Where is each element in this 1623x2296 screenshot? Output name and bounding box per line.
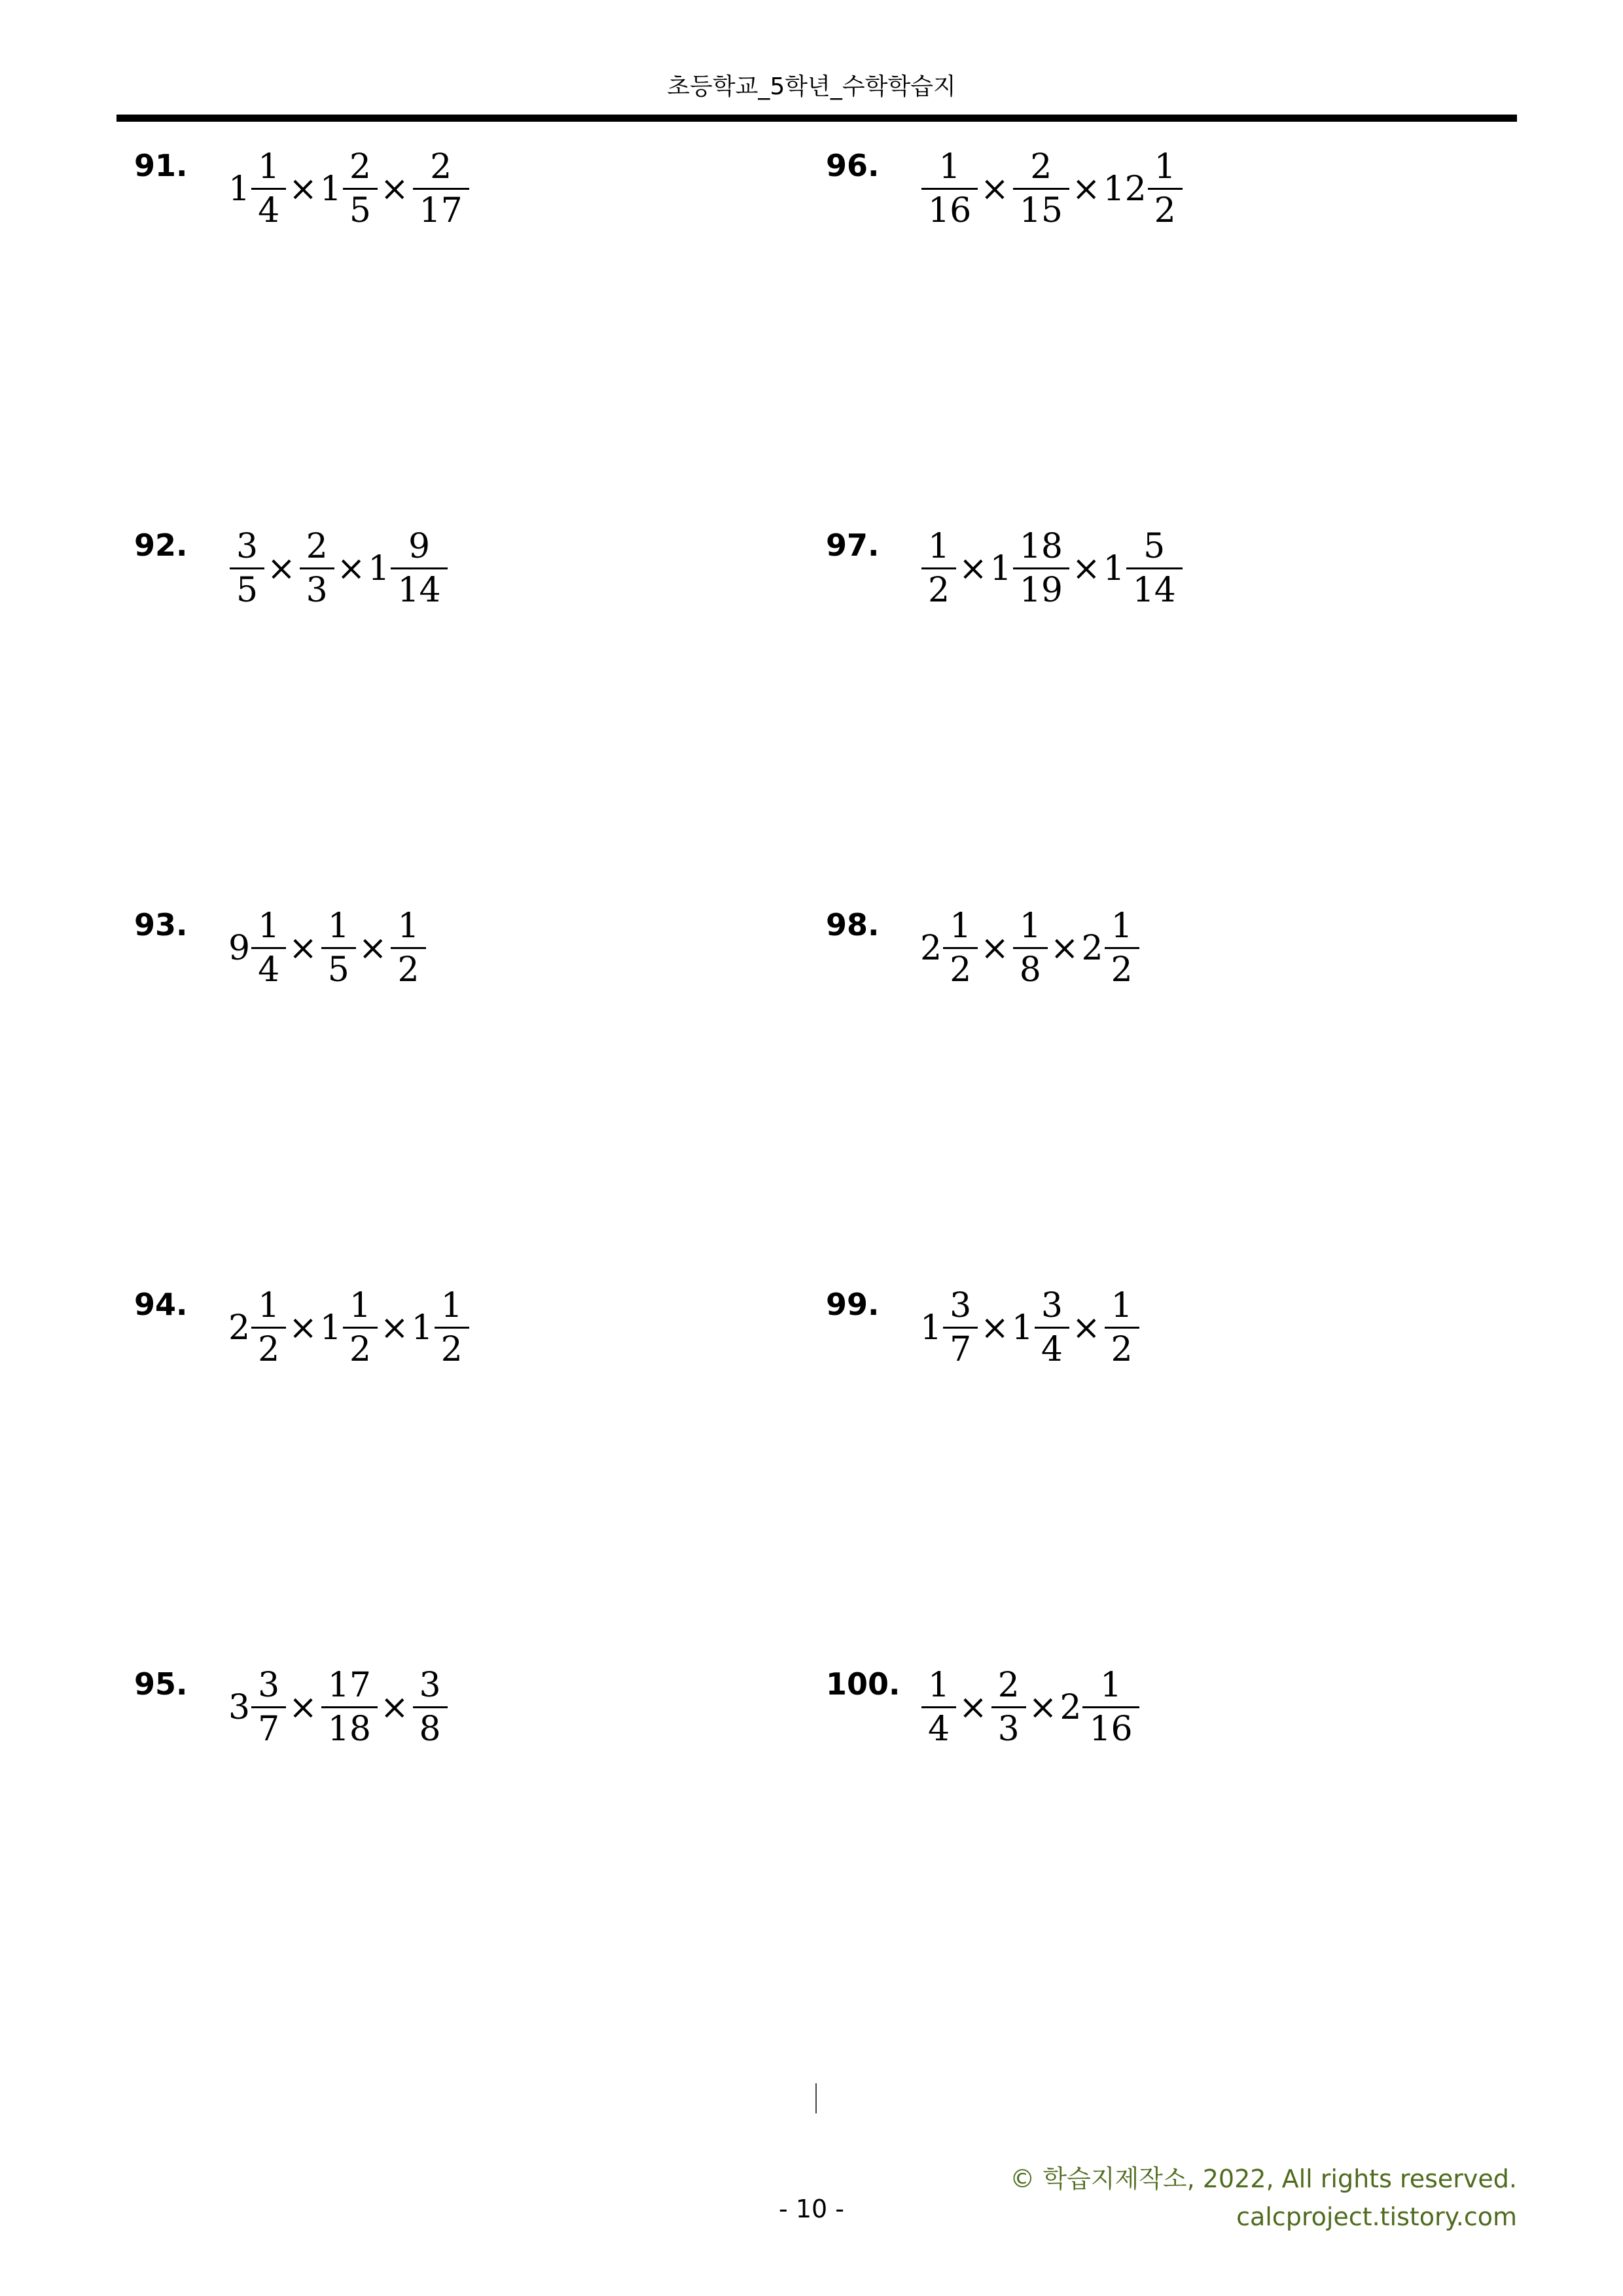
numerator: 1 [258, 147, 280, 187]
fraction [321, 1666, 378, 1749]
problem-expression [228, 1666, 448, 1749]
times-sign: × [380, 169, 409, 209]
problem-expression [920, 527, 1183, 610]
term-3 [389, 906, 425, 990]
numerator: 5 [1143, 527, 1166, 566]
denominator: 17 [419, 191, 463, 230]
problem-number: 94. [134, 1287, 188, 1322]
term-1 [920, 906, 978, 990]
fraction [921, 147, 978, 230]
term-2 [298, 527, 334, 610]
numerator: 18 [1019, 527, 1063, 566]
site-url: calcproject.tistory.com [1236, 2202, 1517, 2231]
times-sign: × [1071, 169, 1101, 209]
fraction [1126, 527, 1183, 610]
numerator: 1 [397, 906, 419, 946]
denominator: 15 [1019, 191, 1063, 230]
problem-number: 100. [826, 1666, 901, 1702]
denominator: 8 [419, 1710, 441, 1749]
fraction [1013, 906, 1048, 990]
fraction [921, 527, 956, 610]
fraction [1013, 527, 1069, 610]
term-3 [412, 147, 469, 230]
numerator: 1 [938, 147, 961, 187]
times-sign: × [289, 169, 317, 209]
denominator: 7 [258, 1710, 280, 1749]
footer-credits [1010, 2160, 1517, 2236]
whole-part: 1 [1011, 1308, 1033, 1348]
times-sign: × [380, 1308, 409, 1348]
problem-number: 96. [826, 148, 880, 183]
copyright-text: © 학습지제작소, 2022, All rights reserved. [1010, 2164, 1517, 2193]
term-2 [320, 1666, 378, 1749]
fraction [1035, 1286, 1069, 1369]
term-3 [412, 1666, 448, 1749]
numerator: 2 [997, 1666, 1020, 1705]
denominator: 4 [1041, 1330, 1063, 1369]
numerator: 17 [327, 1666, 371, 1705]
fraction [943, 1286, 978, 1369]
page-number: - 10 - [779, 2195, 844, 2223]
denominator: 2 [928, 571, 950, 610]
term-1 [228, 147, 286, 230]
times-sign: × [959, 548, 988, 588]
denominator: 2 [349, 1330, 371, 1369]
denominator: 8 [1019, 950, 1041, 990]
numerator: 3 [1041, 1286, 1063, 1325]
fraction [300, 527, 334, 610]
whole-part: 1 [920, 1308, 942, 1348]
numerator: 1 [1019, 906, 1041, 946]
numerator: 3 [236, 527, 259, 566]
times-sign: × [289, 1687, 317, 1727]
whole-part: 1 [319, 169, 342, 209]
problem-number: 91. [134, 148, 188, 183]
problem-expression [920, 1286, 1139, 1369]
numerator: 1 [928, 527, 950, 566]
denominator: 16 [1089, 1710, 1133, 1749]
problem-expression [228, 1286, 469, 1369]
numerator: 1 [950, 906, 972, 946]
numerator: 3 [419, 1666, 441, 1705]
whole-part: 1 [1103, 548, 1125, 588]
denominator: 3 [306, 571, 328, 610]
times-sign: × [1071, 1308, 1101, 1348]
term-3 [1103, 527, 1183, 610]
whole-part: 1 [411, 1308, 433, 1348]
numerator: 1 [1111, 906, 1133, 946]
whole-part: 1 [990, 548, 1012, 588]
problem-number: 97. [826, 528, 880, 563]
problem-expression [228, 147, 469, 230]
term-3 [1081, 906, 1139, 990]
problem-number: 99. [826, 1287, 880, 1322]
whole-part: 1 [368, 548, 390, 588]
fraction [921, 1666, 956, 1749]
fraction [1013, 147, 1069, 230]
term-1 [920, 1666, 956, 1749]
fraction [435, 1286, 469, 1369]
denominator: 2 [950, 950, 972, 990]
term-3 [1103, 1286, 1139, 1369]
times-sign: × [980, 169, 1009, 209]
whole-part: 2 [1060, 1687, 1082, 1727]
numerator: 1 [258, 906, 280, 946]
numerator: 1 [327, 906, 349, 946]
denominator: 2 [1111, 950, 1133, 990]
denominator: 7 [950, 1330, 972, 1369]
fraction [391, 527, 447, 610]
times-sign: × [980, 1308, 1009, 1348]
denominator: 19 [1019, 571, 1063, 610]
problem-expression [920, 147, 1183, 230]
problem-expression [920, 1666, 1139, 1749]
denominator: 2 [397, 950, 419, 990]
term-2 [1012, 906, 1048, 990]
numerator: 3 [950, 1286, 972, 1325]
problem-number: 92. [134, 528, 188, 563]
numerator: 3 [258, 1666, 280, 1705]
times-sign: × [1028, 1687, 1058, 1727]
fraction [251, 1666, 286, 1749]
fraction [343, 147, 378, 230]
whole-part: 2 [920, 928, 942, 968]
problem-expression [920, 906, 1139, 990]
numerator: 2 [349, 147, 371, 187]
problem-expression [228, 527, 448, 610]
denominator: 2 [258, 1330, 280, 1369]
problem-expression [228, 906, 426, 990]
fraction [230, 527, 264, 610]
denominator: 16 [928, 191, 972, 230]
denominator: 14 [397, 571, 441, 610]
page-title: 초등학교_5학년_수학학습지 [667, 73, 956, 100]
whole-part: 2 [228, 1308, 251, 1348]
denominator: 3 [997, 1710, 1020, 1749]
fraction [251, 1286, 286, 1369]
whole-part: 9 [228, 928, 251, 968]
term-1 [920, 1286, 978, 1369]
numerator: 2 [306, 527, 328, 566]
numerator: 1 [258, 1286, 280, 1325]
fraction [1082, 1666, 1139, 1749]
fraction [1105, 906, 1139, 990]
numerator: 1 [1111, 1286, 1133, 1325]
denominator: 14 [1132, 571, 1176, 610]
term-3 [1060, 1666, 1139, 1749]
times-sign: × [358, 928, 387, 968]
times-sign: × [959, 1687, 988, 1727]
fraction [1148, 147, 1183, 230]
denominator: 4 [928, 1710, 950, 1749]
numerator: 2 [430, 147, 452, 187]
fraction [343, 1286, 378, 1369]
denominator: 4 [258, 191, 280, 230]
term-1 [920, 147, 978, 230]
problem-number: 98. [826, 907, 880, 942]
header-rule [116, 115, 1517, 122]
times-sign: × [289, 1308, 317, 1348]
term-1 [920, 527, 956, 610]
fraction [943, 906, 978, 990]
times-sign: × [336, 548, 366, 588]
term-3 [411, 1286, 469, 1369]
term-1 [228, 1666, 286, 1749]
times-sign: × [380, 1687, 409, 1727]
fraction [413, 147, 469, 230]
problem-number: 95. [134, 1666, 188, 1702]
denominator: 18 [327, 1710, 371, 1749]
numerator: 9 [408, 527, 431, 566]
term-3 [368, 527, 447, 610]
times-sign: × [289, 928, 317, 968]
whole-part: 12 [1103, 169, 1147, 209]
term-3 [1103, 147, 1183, 230]
fraction [321, 906, 356, 990]
fraction [251, 906, 286, 990]
fraction [391, 906, 425, 990]
term-2 [990, 1666, 1026, 1749]
times-sign: × [980, 928, 1009, 968]
term-1 [228, 906, 286, 990]
denominator: 2 [440, 1330, 463, 1369]
term-1 [228, 1286, 286, 1369]
term-2 [319, 1286, 378, 1369]
numerator: 1 [440, 1286, 463, 1325]
whole-part: 1 [319, 1308, 342, 1348]
term-2 [1011, 1286, 1069, 1369]
times-sign: × [1050, 928, 1079, 968]
center-divider-mark [815, 2083, 817, 2113]
times-sign: × [267, 548, 296, 588]
denominator: 2 [1154, 191, 1176, 230]
numerator: 1 [928, 1666, 950, 1705]
fraction [251, 147, 286, 230]
times-sign: × [1071, 548, 1101, 588]
whole-part: 1 [228, 169, 251, 209]
term-2 [320, 906, 356, 990]
denominator: 2 [1111, 1330, 1133, 1369]
whole-part: 3 [228, 1687, 251, 1727]
denominator: 5 [327, 950, 349, 990]
denominator: 5 [349, 191, 371, 230]
fraction [1105, 1286, 1139, 1369]
denominator: 5 [236, 571, 259, 610]
numerator: 1 [1154, 147, 1176, 187]
term-2 [990, 527, 1069, 610]
fraction [413, 1666, 448, 1749]
whole-part: 2 [1081, 928, 1103, 968]
term-1 [228, 527, 264, 610]
fraction [991, 1666, 1026, 1749]
numerator: 2 [1030, 147, 1052, 187]
term-2 [319, 147, 378, 230]
denominator: 4 [258, 950, 280, 990]
term-2 [1012, 147, 1069, 230]
numerator: 1 [1099, 1666, 1122, 1705]
problem-number: 93. [134, 907, 188, 942]
numerator: 1 [349, 1286, 371, 1325]
